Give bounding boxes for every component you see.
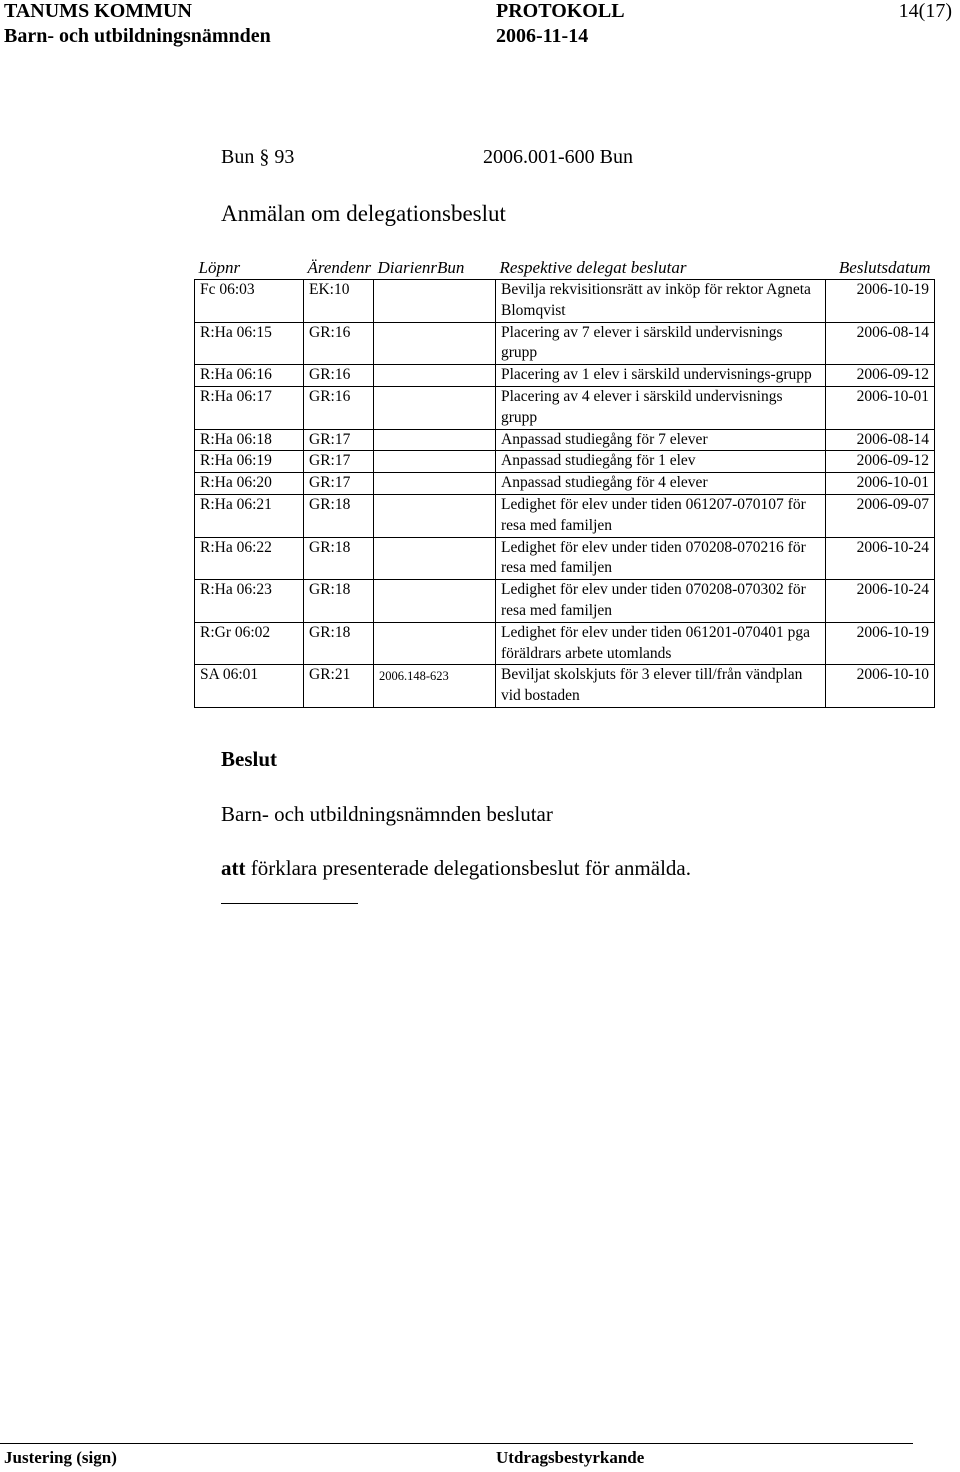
cell-beslut: Placering av 1 elev i särskild undervisnings-grupp	[496, 365, 826, 387]
delegation-table	[194, 258, 935, 708]
beslut-text	[221, 856, 691, 881]
cell-lopnr: R:Ha 06:21	[195, 494, 304, 537]
cell-diarienr: 2006.148-623	[374, 665, 496, 708]
cell-diarienr	[374, 322, 496, 365]
cell-beslut: Anpassad studiegång för 1 elev	[496, 451, 826, 473]
cell-datum: 2006-08-14	[826, 429, 935, 451]
cell-datum: 2006-10-01	[826, 473, 935, 495]
meeting-date: 2006-11-14	[496, 25, 589, 47]
cell-beslut: Anpassad studiegång för 7 elever	[496, 429, 826, 451]
cell-lopnr: R:Ha 06:16	[195, 365, 304, 387]
beslut-heading: Beslut	[221, 747, 278, 771]
cell-lopnr: R:Gr 06:02	[195, 622, 304, 665]
cell-arendenr: EK:10	[304, 280, 374, 323]
footer-rule	[0, 1443, 913, 1444]
cell-diarienr	[374, 494, 496, 537]
table-row	[195, 665, 935, 708]
beslut-decider: Barn- och utbildningsnämnden beslutar	[221, 802, 553, 826]
table-row	[195, 280, 935, 323]
page-number: 14(17)	[898, 0, 952, 22]
signature-rule	[221, 903, 358, 904]
table-row	[195, 622, 935, 665]
table-row	[195, 365, 935, 387]
cell-lopnr: R:Ha 06:17	[195, 386, 304, 429]
table-row	[195, 322, 935, 365]
cell-diarienr	[374, 622, 496, 665]
cell-arendenr: GR:17	[304, 429, 374, 451]
cell-arendenr: GR:18	[304, 580, 374, 623]
cell-diarienr	[374, 280, 496, 323]
cell-lopnr: SA 06:01	[195, 665, 304, 708]
cell-beslut: Placering av 4 elever i särskild undervisnings grupp	[496, 386, 826, 429]
decision-text: förklara presenterade delegationsbeslut för anmälda.	[245, 856, 691, 880]
cell-diarienr	[374, 365, 496, 387]
cell-arendenr: GR:21	[304, 665, 374, 708]
cell-datum: 2006-09-12	[826, 365, 935, 387]
cell-lopnr: Fc 06:03	[195, 280, 304, 323]
table-header-row	[195, 258, 935, 280]
cell-arendenr: GR:18	[304, 622, 374, 665]
cell-datum: 2006-10-19	[826, 622, 935, 665]
doc-type: PROTOKOLL	[496, 0, 625, 22]
footer-utdrag: Utdragsbestyrkande	[496, 1448, 645, 1467]
header-beslut: Respektive delegat beslutar	[499, 258, 687, 278]
cell-datum: 2006-10-24	[826, 580, 935, 623]
cell-arendenr: GR:18	[304, 494, 374, 537]
cell-datum: 2006-10-01	[826, 386, 935, 429]
header-datum: Beslutsdatum	[838, 258, 931, 278]
header-lopnr: Löpnr	[198, 258, 241, 278]
footer-justering: Justering (sign)	[4, 1448, 117, 1467]
cell-diarienr	[374, 386, 496, 429]
committee-name: Barn- och utbildningsnämnden	[4, 25, 271, 47]
cell-beslut: Bevilja rekvisitionsrätt av inköp för rektor Agneta Blomqvist	[496, 280, 826, 323]
table-row	[195, 494, 935, 537]
diary-number: 2006.001-600 Bun	[483, 146, 633, 168]
table-row	[195, 473, 935, 495]
cell-lopnr: R:Ha 06:22	[195, 537, 304, 580]
cell-datum: 2006-10-10	[826, 665, 935, 708]
cell-arendenr: GR:18	[304, 537, 374, 580]
page-title: Anmälan om delegationsbeslut	[221, 201, 506, 226]
cell-diarienr	[374, 580, 496, 623]
cell-lopnr: R:Ha 06:18	[195, 429, 304, 451]
header-arendenr: Ärendenr	[307, 258, 372, 278]
cell-lopnr: R:Ha 06:23	[195, 580, 304, 623]
table-row	[195, 580, 935, 623]
table-row	[195, 429, 935, 451]
cell-beslut: Anpassad studiegång för 4 elever	[496, 473, 826, 495]
cell-beslut: Placering av 7 elever i särskild undervisnings grupp	[496, 322, 826, 365]
cell-arendenr: GR:17	[304, 451, 374, 473]
att-keyword: att	[221, 856, 246, 880]
header-diarienr: DiarienrBun	[377, 258, 465, 278]
cell-beslut: Ledighet för elev under tiden 061207-070107 för resa med familjen	[496, 494, 826, 537]
table-row	[195, 386, 935, 429]
cell-diarienr	[374, 473, 496, 495]
cell-lopnr: R:Ha 06:20	[195, 473, 304, 495]
case-number: Bun § 93	[221, 146, 295, 168]
cell-diarienr	[374, 429, 496, 451]
table-row	[195, 451, 935, 473]
cell-beslut: Ledighet för elev under tiden 070208-070302 för resa med familjen	[496, 580, 826, 623]
cell-beslut: Beviljat skolskjuts för 3 elever till/från vändplan vid bostaden	[496, 665, 826, 708]
org-name: TANUMS KOMMUN	[4, 0, 192, 22]
cell-datum: 2006-10-24	[826, 537, 935, 580]
cell-beslut: Ledighet för elev under tiden 061201-070401 pga föräldrars arbete utomlands	[496, 622, 826, 665]
cell-lopnr: R:Ha 06:15	[195, 322, 304, 365]
case-reference	[221, 146, 633, 169]
cell-datum: 2006-10-19	[826, 280, 935, 323]
cell-diarienr	[374, 451, 496, 473]
cell-lopnr: R:Ha 06:19	[195, 451, 304, 473]
cell-beslut: Ledighet för elev under tiden 070208-070216 för resa med familjen	[496, 537, 826, 580]
cell-arendenr: GR:16	[304, 365, 374, 387]
cell-datum: 2006-09-12	[826, 451, 935, 473]
cell-diarienr	[374, 537, 496, 580]
table-row	[195, 537, 935, 580]
cell-datum: 2006-08-14	[826, 322, 935, 365]
cell-arendenr: GR:16	[304, 386, 374, 429]
cell-arendenr: GR:16	[304, 322, 374, 365]
cell-datum: 2006-09-07	[826, 494, 935, 537]
cell-arendenr: GR:17	[304, 473, 374, 495]
